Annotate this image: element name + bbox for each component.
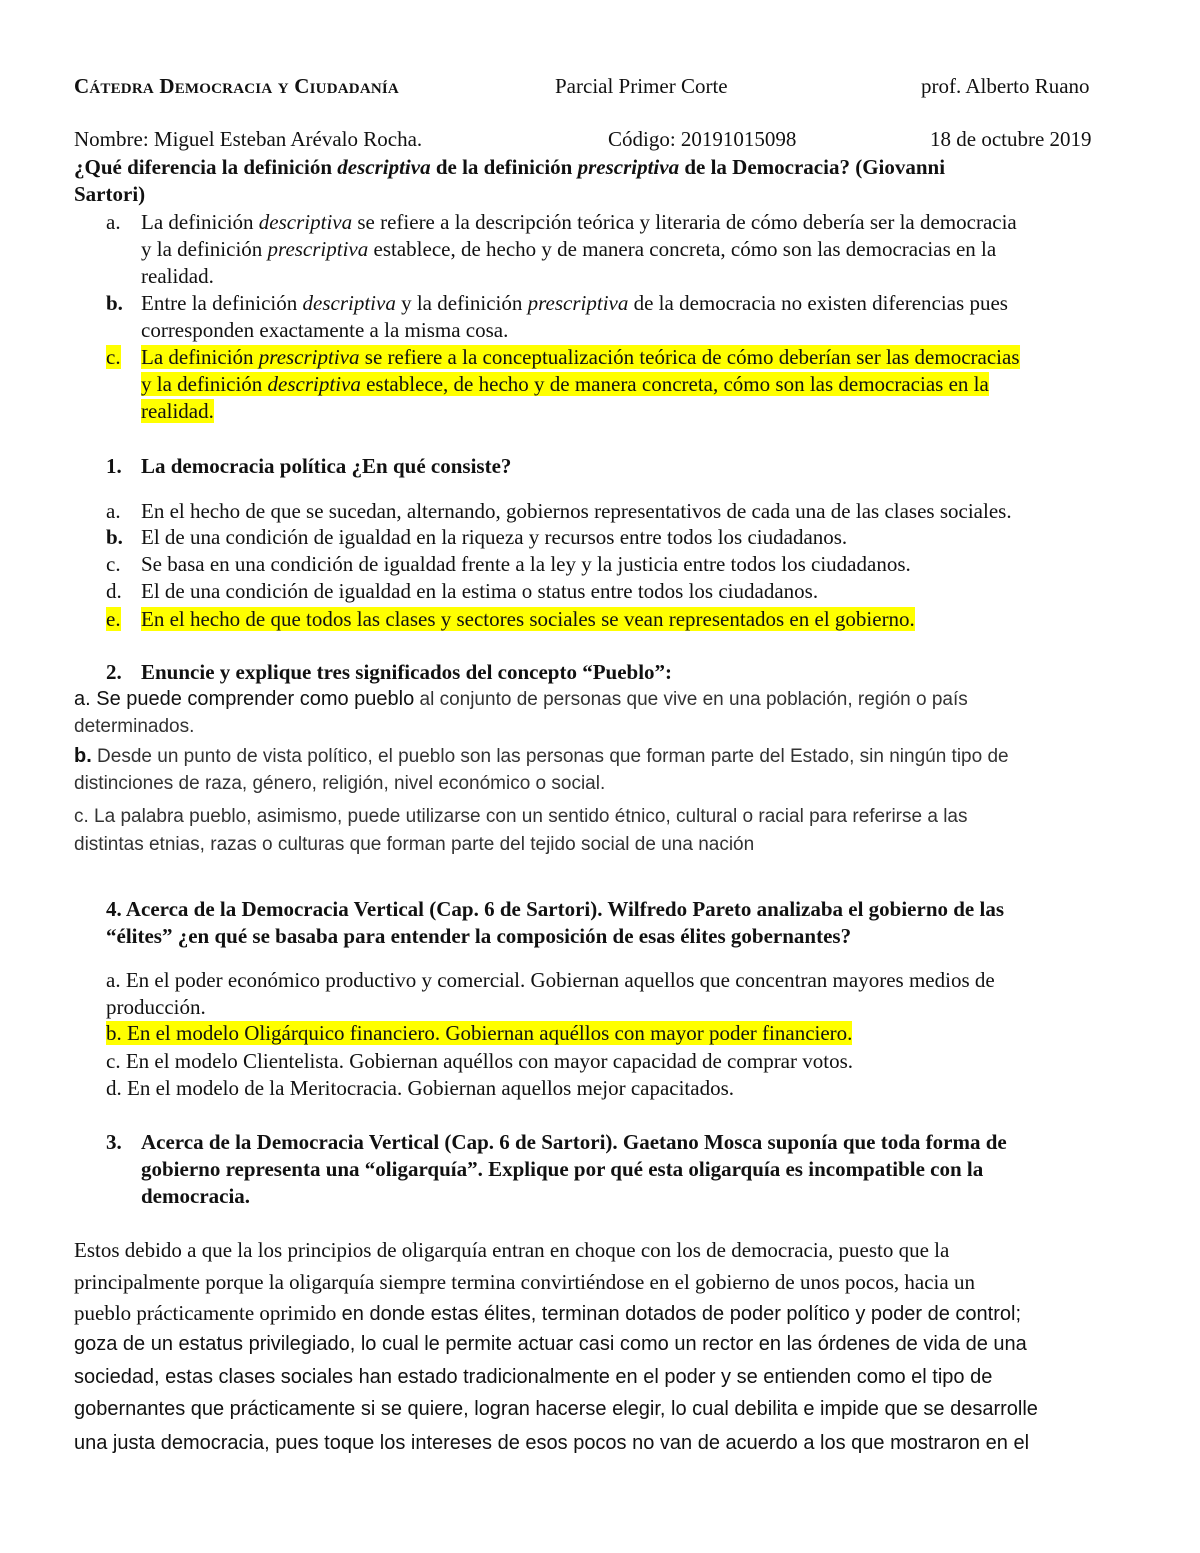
option-c-line2-highlighted: y la definición descriptiva establece, de hecho y de manera concreta, cómo son las democracias en la (141, 372, 989, 396)
course-title: Cátedra Democracia y Ciudadanía (74, 74, 399, 98)
option-marker: c. (106, 552, 121, 576)
question-0-title-line1: ¿Qué diferencia la definición descriptiva de la definición prescriptiva de la Democracia? (Giovanni (74, 155, 946, 179)
option-a-line2: y la definición prescriptiva establece, de hecho y de manera concreta, cómo son las democracias en la (141, 237, 997, 261)
answer-line-1: Estos debido a que la los principios de oligarquía entran en choque con los de democracia, puesto que la (74, 1238, 950, 1262)
answer-line-4: goza de un estatus privilegiado, lo cual le permite actuar casi como un rector en las órdenes de vida de una (74, 1333, 1027, 1355)
q1-option-d: El de una condición de igualdad en la estima o status entre todos los ciudadanos. (141, 579, 819, 603)
option-marker: e. (106, 607, 121, 631)
question-4-title-line1: 4. Acerca de la Democracia Vertical (Cap. 6 de Sartori). Wilfredo Pareto analizaba el gobierno de las (106, 897, 1005, 921)
option-c-line3-highlighted: realidad. (141, 399, 214, 423)
q4-option-c: c. En el modelo Clientelista. Gobiernan aquéllos con mayor capacidad de comprar votos. (106, 1049, 854, 1073)
q1-option-b: El de una condición de igualdad en la riqueza y recursos entre todos los ciudadanos. (141, 525, 848, 549)
exam-date: 18 de octubre 2019 (930, 127, 1092, 151)
question-3-title-line3: democracia. (141, 1184, 251, 1208)
exam-title: Parcial Primer Corte (555, 74, 728, 98)
option-c-line1-highlighted: La definición prescriptiva se refiere a la conceptualización teórica de cómo deberían ser las democracias (141, 345, 1020, 369)
option-a-line3: realidad. (141, 264, 214, 288)
option-b-line1: Entre la definición descriptiva y la definición prescriptiva de la democracia no existen diferencias pues (141, 291, 1008, 315)
q2-answer-a-line2: determinados. (74, 716, 195, 737)
answer-line-3: pueblo prácticamente oprimido en donde estas élites, terminan dotados de poder político y poder de control; (74, 1301, 1021, 1325)
answer-line-5: sociedad, estas clases sociales han estado tradicionalmente en el poder y se entienden como el tipo de (74, 1366, 993, 1388)
question-3-number: 3. (106, 1130, 122, 1154)
option-marker: b. (106, 291, 123, 315)
question-1-number: 1. (106, 454, 122, 478)
q1-option-e-highlighted: En el hecho de que todos las clases y sectores sociales se vean representados en el gobierno. (141, 607, 915, 631)
q4-option-a-line2: producción. (106, 995, 206, 1019)
student-code: Código: 20191015098 (608, 127, 797, 151)
option-marker: a. (106, 499, 121, 523)
q1-option-c: Se basa en una condición de igualdad frente a la ley y la justicia entre todos los ciudadanos. (141, 552, 911, 576)
q1-option-a: En el hecho de que se sucedan, alternando, gobiernos representativos de cada una de las clases sociales. (141, 499, 1012, 523)
q2-answer-b-line1: b. Desde un punto de vista político, el pueblo son las personas que forman parte del Estado, sin ningún tipo de (74, 745, 1009, 767)
option-marker: a. (106, 210, 121, 234)
q2-answer-a-line1: a. Se puede comprender como pueblo al conjunto de personas que vive en una población, región o país (74, 688, 968, 710)
question-3-title-line1: Acerca de la Democracia Vertical (Cap. 6 de Sartori). Gaetano Mosca suponía que toda forma de (141, 1130, 1007, 1154)
option-marker: c. (106, 345, 121, 369)
question-2-title: Enuncie y explique tres significados del concepto “Pueblo”: (141, 660, 673, 684)
question-3-title-line2: gobierno representa una “oligarquía”. Explique por qué esta oligarquía es incompatible con la (141, 1157, 984, 1181)
answer-line-2: principalmente porque la oligarquía siempre termina convirtiéndose en el gobierno de unos pocos, hacia un (74, 1270, 975, 1294)
question-1-title: La democracia política ¿En qué consiste? (141, 454, 512, 478)
q2-answer-c-line2: distintas etnias, razas o culturas que forman parte del tejido social de una nación (74, 834, 755, 855)
question-2-number: 2. (106, 660, 122, 684)
student-name: Nombre: Miguel Esteban Arévalo Rocha. (74, 127, 423, 151)
professor-name: prof. Alberto Ruano (921, 74, 1090, 98)
q2-answer-c-line1: c. La palabra pueblo, asimismo, puede utilizarse con un sentido étnico, cultural o racial para referirse a las (74, 806, 968, 827)
q4-option-a-line1: a. En el poder económico productivo y comercial. Gobiernan aquellos que concentran mayores medios de (106, 968, 995, 992)
q2-answer-b-line2: distinciones de raza, género, religión, nivel económico o social. (74, 773, 606, 794)
option-marker: b. (106, 525, 123, 549)
answer-line-7: una justa democracia, pues toque los intereses de esos pocos no van de acuerdo a los que mostraron en el (74, 1432, 1030, 1454)
q4-option-d: d. En el modelo de la Meritocracia. Gobiernan aquellos mejor capacitados. (106, 1076, 735, 1100)
option-a-line1: La definición descriptiva se refiere a la descripción teórica y literaria de cómo debería ser la democracia (141, 210, 1017, 234)
option-marker: d. (106, 579, 122, 603)
q4-option-b-highlighted: b. En el modelo Oligárquico financiero. Gobiernan aquéllos con mayor poder financiero. (106, 1021, 853, 1045)
question-0-title-line2: Sartori) (74, 182, 146, 206)
option-b-line2: corresponden exactamente a la misma cosa. (141, 318, 509, 342)
answer-line-6: gobernantes que prácticamente si se quiere, logran hacerse elegir, lo cual debilita e impide que se desarrolle (74, 1398, 1038, 1420)
question-4-title-line2: “élites” ¿en qué se basaba para entender la composición de esas élites gobernantes? (106, 924, 852, 948)
